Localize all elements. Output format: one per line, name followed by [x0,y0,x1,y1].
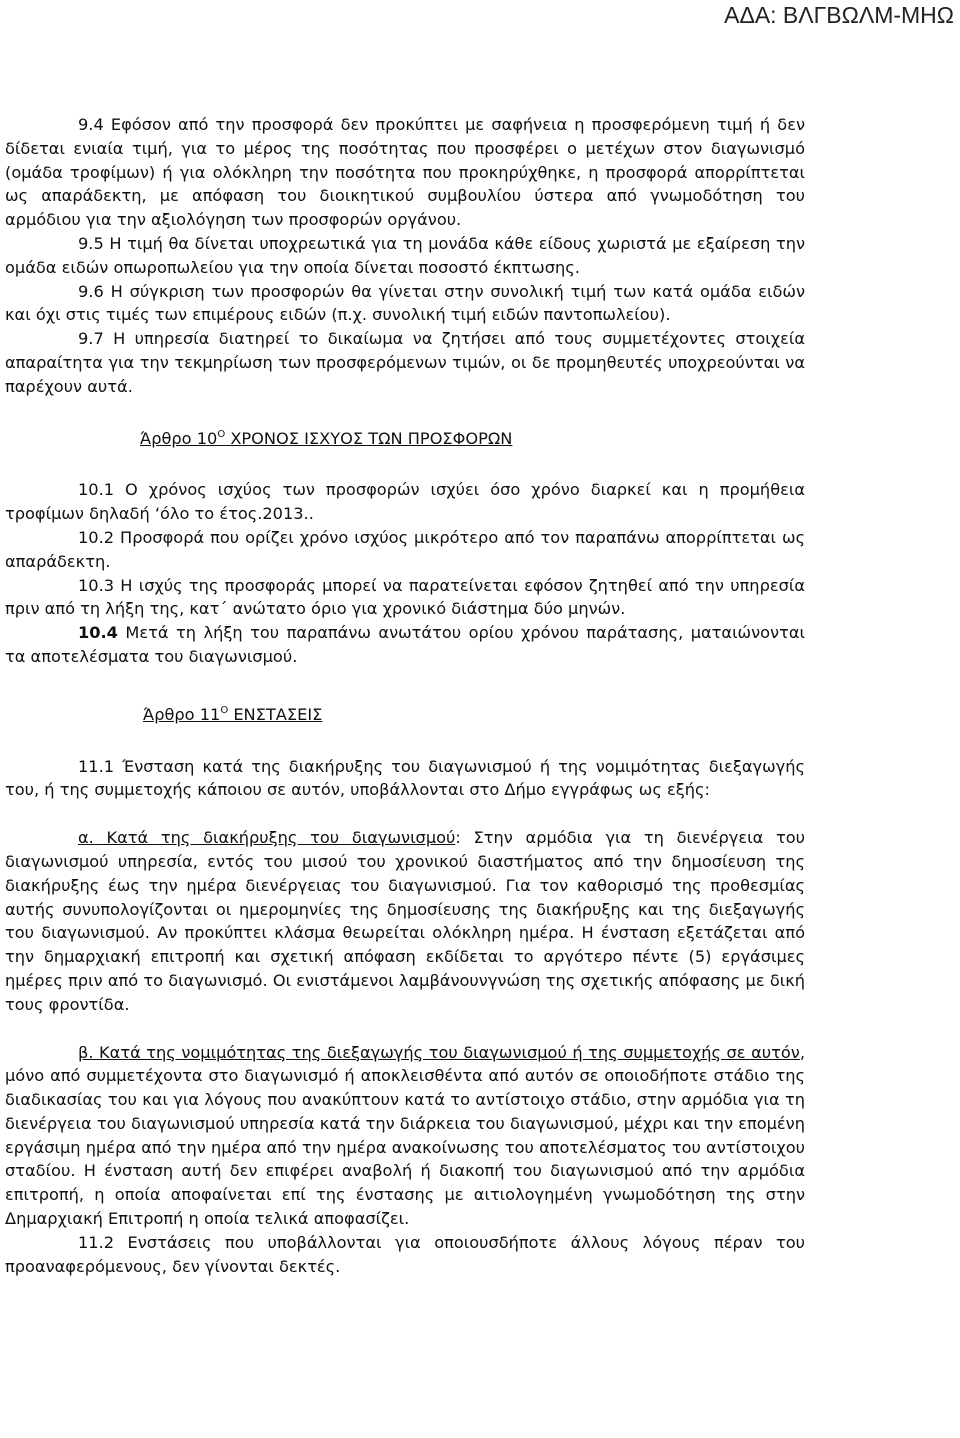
paragraph-text: Ο χρόνος ισχύος των προσφορών ισχύει όσο χρόνο διαρκεί και η προμήθεια τροφίμων δηλαδή ‘όλο το έτος.2013.. [5,480,805,524]
subparagraph-label: β. Κατά της νομιμότητας της διεξαγωγής του διαγωνισμού ή της συμμετοχής σε αυτόν [78,1042,800,1062]
paragraph-9-5 [5,232,805,280]
paragraph-text: : Στην αρμόδια για τη διενέργεια του διαγωνισμού υπηρεσία, εντός του μισού του χρονικού διαστήματος από την δημοσίευση της διακήρυξης έως την ημέρα διενέργειας του διαγωνισμού. Για τον καθορισμό της προθεσμίας αυτής συνυπολογίζονται οι ημερομηνίες της δημοσίευσης της διακήρυξης και της διεξαγωγής του διαγωνισμού. Αν προκύπτει κλάσμα θεωρείται ολόκληρη ημέρα. Η ένσταση εξετάζεται από την δημαρχιακή επιτροπή και σχετική απόφαση εκδίδεται το αργότερο πέντε (5) εργάσιμες ημέρες πριν από το διαγωνισμό. Οι ενιστάμενοι λαμβάνουνγνώση της σχετικής απόφασης με δική τους φροντίδα. [5,828,805,1014]
paragraph-number: 10.1 [78,480,115,500]
paragraph-11-2 [5,1231,805,1279]
paragraph-number: 9.7 [78,329,104,349]
paragraph-number: 9.4 [78,115,104,134]
paragraph-10-4 [5,621,805,669]
paragraph-text: Ένσταση κατά της διακήρυξης του διαγωνισμού ή της νομιμότητας διεξαγωγής του, ή της συμμετοχής κάποιου σε αυτόν, υποβάλλονται στο Δήμο εγγράφως ως εξής: [5,756,805,800]
paragraph-9-7 [5,327,805,398]
paragraph-text: Η υπηρεσία διατηρεί το δικαίωμα να ζητήσει από τους συμμετέχοντες στοιχεία απαραίτητα για την τεκμηρίωση των προσφερόμενων τιμών, οι δε προμηθευτές υποχρεούνται να παρέχουν αυτά. [5,329,805,396]
paragraph-10-2 [5,526,805,574]
paragraph-10-3 [5,574,805,622]
article-prefix: Άρθρο 11 [143,704,221,724]
paragraph-number: 11.1 [78,756,115,776]
paragraph-9-4 [5,113,805,232]
subparagraph-label: α. Κατά της διακήρυξης του διαγωνισμού [78,828,456,848]
paragraph-text: Ενστάσεις που υποβάλλονται για οποιουσδήποτε άλλους λόγους πέραν του προαναφερόμενους, δεν γίνονται δεκτές. [5,1232,805,1276]
paragraph-text: Η ισχύς της προσφοράς μπορεί να παρατείνεται εφόσον ζητηθεί από την υπηρεσία πριν από τη λήξη της, κατ΄ ανώτατο όριο για χρονικό διάστημα δύο μηνών. [5,575,805,619]
paragraph-11-1-b [5,1041,805,1231]
paragraph-number: 9.5 [78,233,104,253]
paragraph-11-1-a [5,826,805,1016]
article-prefix: Άρθρο 10 [140,428,218,448]
paragraph-11-1 [5,755,805,803]
paragraph-number: 9.6 [78,281,104,301]
article-11-heading [5,703,805,727]
paragraph-number: 10.2 [78,527,115,547]
paragraph-text: Η τιμή θα δίνεται υποχρεωτικά για τη μονάδα κάθε είδους χωριστά με εξαίρεση την ομάδα ειδών οπωροπωλείου για την οποία δίνεται ποσοστό έκπτωσης. [5,233,805,277]
paragraph-text: Η σύγκριση των προσφορών θα γίνεται στην συνολική τιμή των κατά ομάδα ειδών και όχι στις τιμές των επιμέρους ειδών (π.χ. συνολική τιμή ειδών παντοπωλείου). [5,281,805,325]
document-body [5,113,805,1278]
paragraph-number: 10.3 [78,575,115,595]
paragraph-10-1 [5,478,805,526]
paragraph-number: 10.4 [78,623,118,643]
paragraph-text: , μόνο από συμμετέχοντα στο διαγωνισμό ή αποκλεισθέντα από αυτόν σε οποιοδήποτε στάδιο της διαδικασίας του και για λόγους που ανακύπτουν κατά το αντίστοιχο στάδιο, στην αρμόδια για τη διενέργεια του διαγωνισμού υπηρεσία κατά την διάρκεια του διαγωνισμού, μέχρι και την επομένη εργάσιμη ημέρα από την ημέρα από την ημέρα ανακοίνωσης του αποτελέσματος του αντίστοιχου σταδίου. Η ένσταση αυτή δεν επιφέρει αναβολή ή διακοπή του διαγωνισμού από την αρμόδια επιτροπή, η οποία αποφαίνεται επί της ένστασης με αιτιολογημένη γνωμοδότηση της στην Δημαρχιακή Επιτροπή η οποία τελικά αποφασίζει. [5,1042,805,1229]
paragraph-text: Εφόσον από την προσφορά δεν προκύπτει με σαφήνεια η προσφερόμενη τιμή ή δεν δίδεται ενιαία τιμή, για το μέρος της ποσότητας που προσφέρει ο μετέχων στον διαγωνισμό (ομάδα τροφίμων) ή για ολόκληρη την ποσότητα που προκηρύχθηκε, η προσφορά απορρίπτεται ως απαράδεκτη, με απόφαση του διοικητικού συμβουλίου ύστερα από γνωμοδότηση του αρμόδιου για την αξιολόγηση των προσφορών οργάνου. [5,115,805,230]
article-superscript: Ο [220,704,229,716]
paragraph-9-6 [5,280,805,328]
paragraph-text: Μετά τη λήξη του παραπάνω ανωτάτου ορίου χρόνου παράτασης, ματαιώνονται τα αποτελέσματα του διαγωνισμού. [5,623,805,666]
paragraph-number: 11.2 [78,1232,115,1252]
article-title: ΕΝΣΤΑΣΕΙΣ [228,704,323,724]
paragraph-text: Προσφορά που ορίζει χρόνο ισχύος μικρότερο από τον παραπάνω απορρίπτεται ως απαράδεκτη. [5,527,805,571]
article-title: ΧΡΟΝΟΣ ΙΣΧΥΟΣ ΤΩΝ ΠΡΟΣΦΟΡΩΝ [225,428,513,448]
article-10-heading [5,427,805,451]
article-superscript: Ο [217,428,226,440]
ada-code: ΑΔΑ: ΒΛΓΒΩΛΜ-ΜΗΩ [724,2,954,28]
